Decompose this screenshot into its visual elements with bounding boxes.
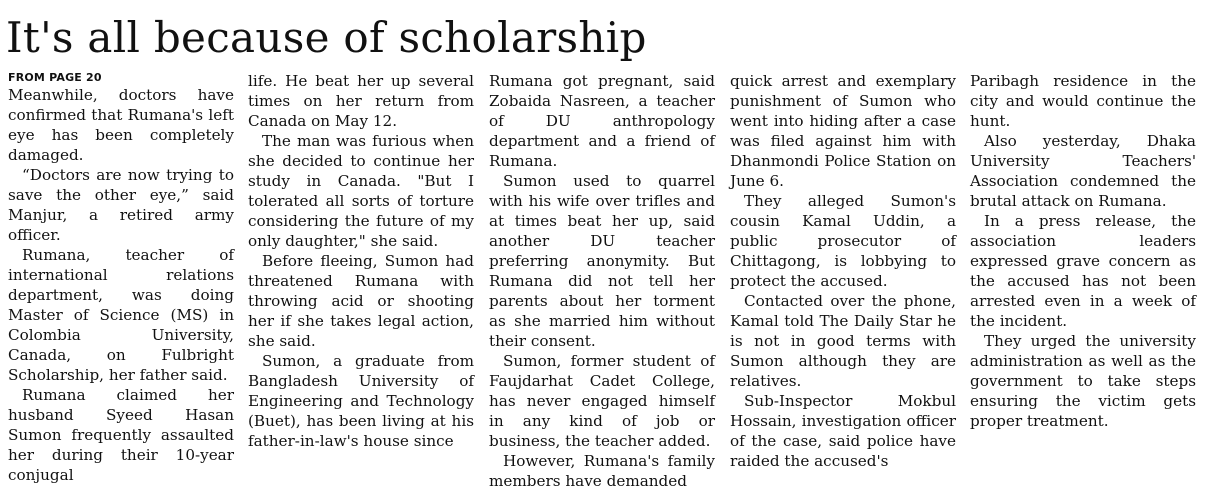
column-2: [248, 71, 474, 450]
paragraph: Also yesterday, Dhaka University Teachers' Association condemned the brutal attack on Rumana.: [970, 132, 1196, 210]
article-body: [8, 71, 1198, 490]
paragraph: Contacted over the phone, Kamal told The Daily Star he is not in good terms with Sumon although they are relatives.: [730, 292, 956, 390]
headline: It's all because of scholarship: [6, 13, 647, 62]
paragraph: Paribagh residence in the city and would continue the hunt.: [970, 72, 1196, 130]
paragraph: They alleged Sumon's cousin Kamal Uddin, a public prosecutor of Chittagong, is lobbying to protect the accused.: [730, 192, 956, 290]
column-1: [8, 71, 234, 484]
paragraph: In a press release, the association leaders expressed grave concern as the accused has not been arrested even in a week of the incident.: [970, 212, 1196, 330]
paragraph: Sumon, former student of Faujdarhat Cadet College, has never engaged himself in any kind of job or business, the teacher added.: [489, 352, 715, 450]
paragraph: “Doctors are now trying to save the other eye,” said Manjur, a retired army officer.: [8, 166, 234, 244]
column-3: [489, 71, 715, 490]
column-5: [970, 71, 1196, 440]
continuation-kicker: FROM PAGE 20: [8, 71, 102, 84]
paragraph: life. He beat her up several times on her return from Canada on May 12.: [248, 72, 474, 130]
paragraph: Rumana got pregnant, said Zobaida Nasreen, a teacher of DU anthropology department and a friend of Rumana.: [489, 72, 715, 170]
paragraph: Sub-Inspector Mokbul Hossain, investigation officer of the case, said police have raided the accused's: [730, 392, 956, 470]
paragraph: However, Rumana's family members have demanded: [489, 452, 715, 490]
paragraph: Sumon, a graduate from Bangladesh University of Engineering and Technology (Buet), has been living at his father-in-law's house since: [248, 352, 474, 450]
column-4: [730, 71, 956, 470]
paragraph: quick arrest and exemplary punishment of Sumon who went into hiding after a case was filed against him with Dhanmondi Police Station on June 6.: [730, 72, 956, 190]
paragraph: Meanwhile, doctors have confirmed that Rumana's left eye has been completely damaged.: [8, 86, 234, 164]
paragraph: Rumana claimed her husband Syeed Hasan Sumon frequently assaulted her during their 10-year conjugal: [8, 386, 234, 484]
paragraph: The man was furious when she decided to continue her study in Canada. "But I tolerated all sorts of torture considering the future of my only daughter," she said.: [248, 132, 474, 250]
paragraph: Rumana, teacher of international relations department, was doing Master of Science (MS) in Colombia University, Canada, on Fulbright Scholarship, her father said.: [8, 246, 234, 384]
paragraph: Before fleeing, Sumon had threatened Rumana with throwing acid or shooting her if she takes legal action, she said.: [248, 252, 474, 350]
paragraph: They urged the university administration as well as the government to take steps ensuring the victim gets proper treatment.: [970, 332, 1196, 430]
paragraph: Sumon used to quarrel with his wife over trifles and at times beat her up, said another DU teacher preferring anonymity. But Rumana did not tell her parents about her torment as she married him without their consent.: [489, 172, 715, 350]
